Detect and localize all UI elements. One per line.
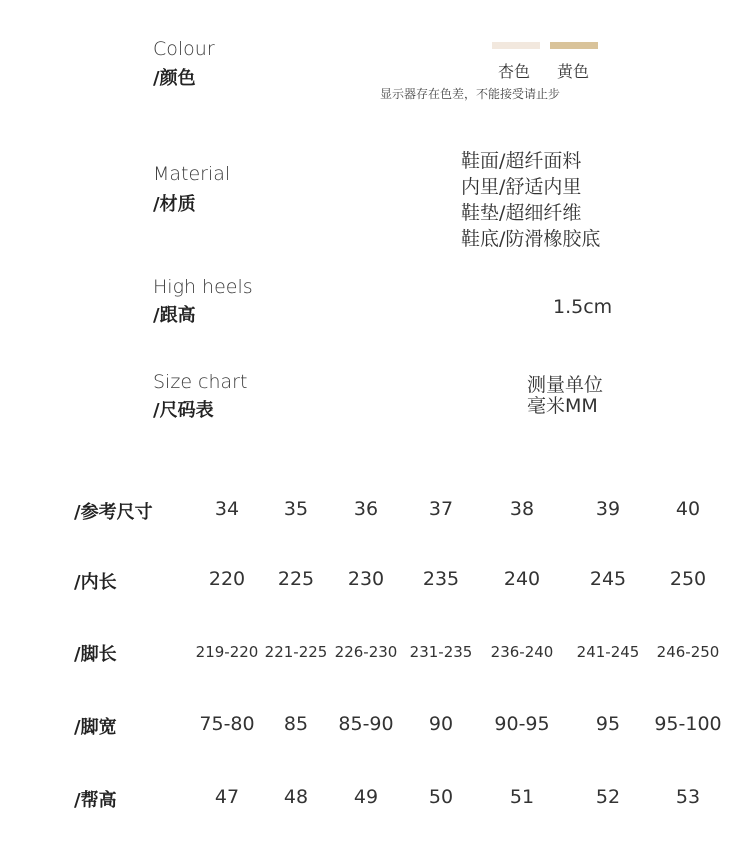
size-row-cell: 37 [428,498,454,520]
foot-width-row-label: /脚宽 [74,717,117,738]
measurement-unit [527,375,603,417]
upper-height-row-cell: 52 [595,786,621,808]
upper-height-row-cell: 53 [675,786,701,808]
foot-width-row-cell: 75-80 [199,713,255,735]
size-row-cell: 39 [595,498,621,520]
measurement-unit-line2: 毫米MM [527,395,598,417]
swatch-yellow-label: 黄色 [557,62,590,81]
foot-length-row-cell: 231-235 [409,643,473,661]
foot-length-row-cell: 246-250 [656,643,720,661]
foot-length-row-label: /脚长 [74,644,117,665]
heels-label-zh: /跟高 [153,305,196,326]
material-label-en: Material [153,163,231,185]
foot-length-row-cell: 236-240 [490,643,554,661]
inner-length-row-cell: 250 [669,568,707,590]
upper-height-row-label: /帮高 [74,790,117,811]
size-row-cell: 34 [214,498,240,520]
inner-length-row-cell: 225 [277,568,315,590]
upper-height-row-cell: 50 [428,786,454,808]
upper-height-row-cell: 48 [283,786,309,808]
foot-width-row-cell: 85 [283,713,309,735]
foot-width-row-cell: 95-100 [654,713,722,735]
size-chart-label-en: Size chart [153,371,248,393]
swatch-apricot [492,42,540,49]
foot-width-row-cell: 85-90 [338,713,394,735]
foot-width-row-cell: 95 [595,713,621,735]
colour-label-zh: /颜色 [153,68,196,89]
foot-length-row-cell: 241-245 [576,643,640,661]
size-chart-label-zh: /尺码表 [153,400,214,421]
inner-length-row-label: /内长 [74,572,117,593]
inner-length-row-cell: 235 [422,568,460,590]
size-row-cell: 40 [675,498,701,520]
colour-label-en: Colour [153,38,215,60]
inner-length-row-cell: 220 [208,568,246,590]
heel-height-value: 1.5cm [553,296,613,318]
material-lining: 内里/舒适内里 [461,176,582,198]
size-row-cell: 36 [353,498,379,520]
inner-length-row-cell: 245 [589,568,627,590]
size-row-cell: 38 [509,498,535,520]
size-row-label: /参考尺寸 [74,502,153,523]
foot-length-row-cell: 221-225 [264,643,328,661]
material-upper: 鞋面/超纤面料 [461,150,582,172]
foot-length-row-cell: 226-230 [334,643,398,661]
colour-difference-note: 显示器存在色差，不能接受请止步 [380,87,561,101]
material-list [461,148,600,252]
upper-height-row-cell: 51 [509,786,535,808]
inner-length-row-cell: 240 [503,568,541,590]
size-row-cell: 35 [283,498,309,520]
material-outsole: 鞋底/防滑橡胶底 [461,228,601,250]
inner-length-row-cell: 230 [347,568,385,590]
heels-label-en: High heels [153,276,253,298]
swatch-apricot-label: 杏色 [498,62,531,81]
swatch-yellow [550,42,598,49]
upper-height-row-cell: 47 [214,786,240,808]
upper-height-row-cell: 49 [353,786,379,808]
foot-width-row-cell: 90-95 [494,713,550,735]
foot-width-row-cell: 90 [428,713,454,735]
material-insole: 鞋垫/超细纤维 [461,202,582,224]
measurement-unit-line1: 测量单位 [527,374,604,396]
material-label-zh: /材质 [153,194,196,215]
foot-length-row-cell: 219-220 [195,643,259,661]
